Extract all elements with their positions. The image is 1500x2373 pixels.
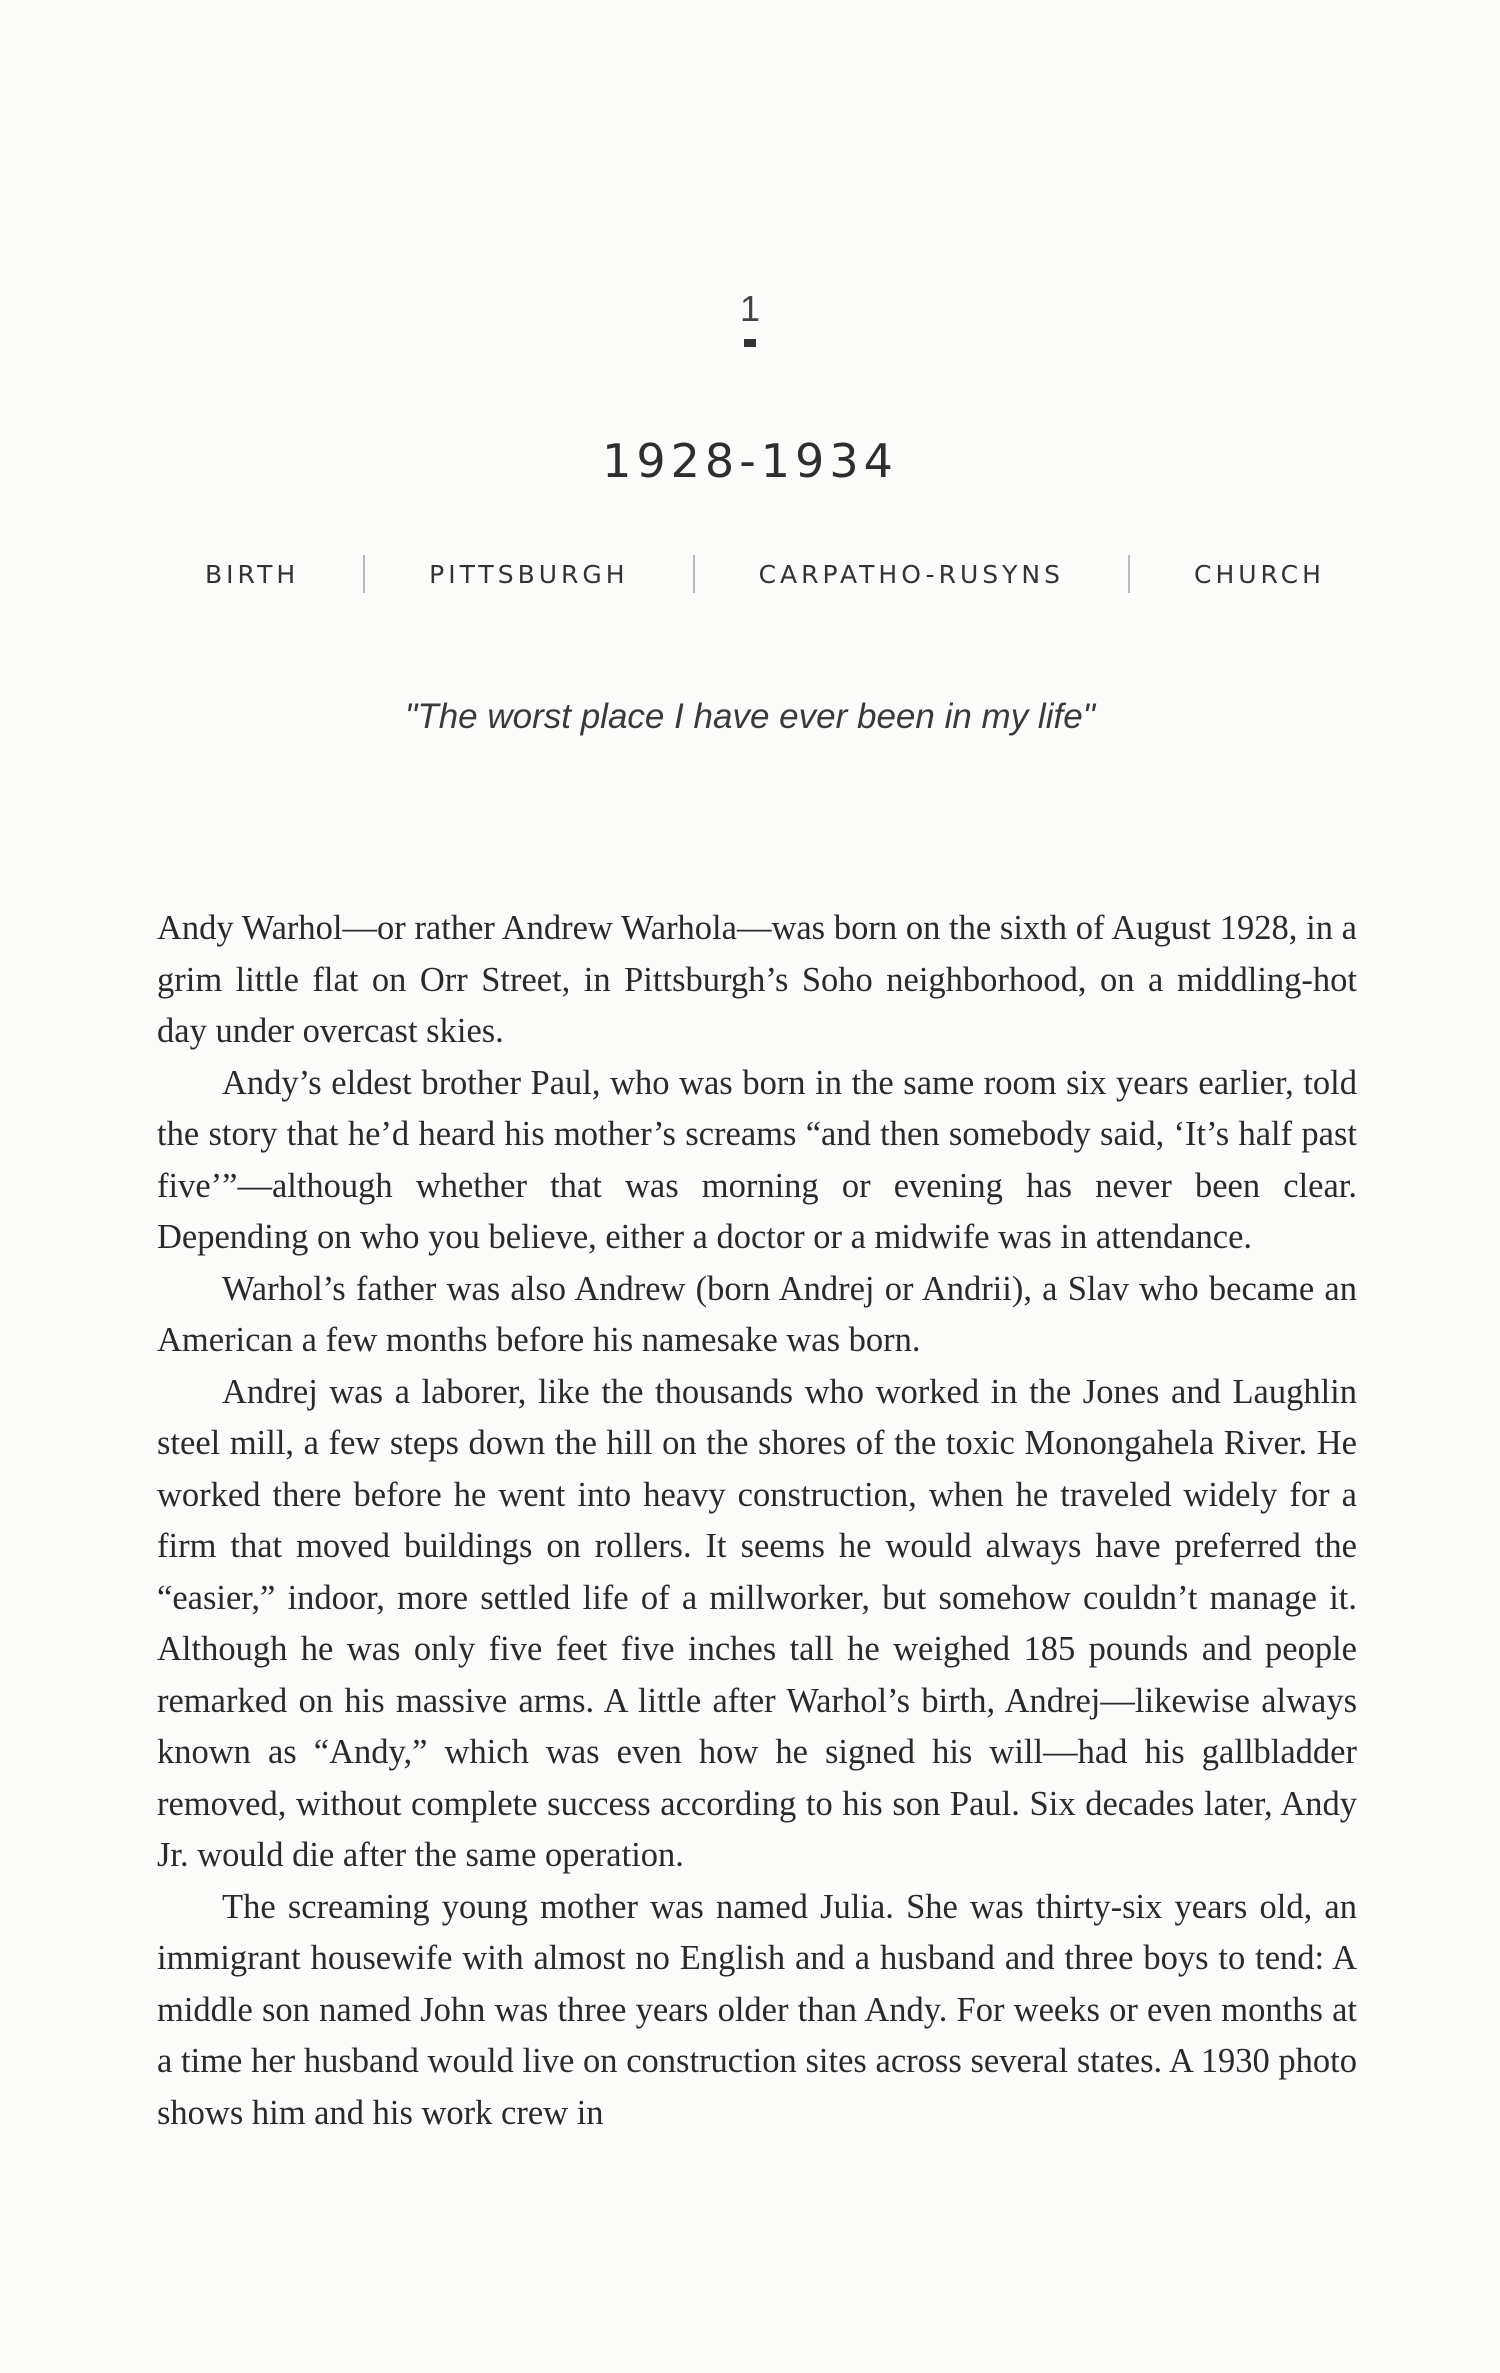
chapter-title-years: 1928-1934 [602,434,898,488]
chapter-keywords [205,555,1325,593]
keyword-pittsburgh: PITTSBURGH [429,559,629,589]
paragraph-4: Andrej was a laborer, like the thousands who worked in the Jones and Laughlin steel mill, a few steps down the hill on the shores of the toxic Monongahela River. He worked there before he went into heavy construction, when he traveled widely for a firm that moved buildings on rollers. It seems he would always have preferred the “easier,” indoor, more settled life of a millworker, but somehow couldn’t manage it. Although he was only five feet five inches tall he weighed 185 pounds and people remarked on his massive arms. A little after Warhol’s birth, Andrej—likewise always known as “Andy,” which was even how he signed his will—had his gallbladder removed, without complete success according to his son Paul. Six decades later, Andy Jr. would die after the same operation. [157,1372,1357,1874]
chapter-epigraph: "The worst place I have ever been in my life" [404,697,1096,736]
paragraph-3: Warhol’s father was also Andrew (born Andrej or Andrii), a Slav who became an American a few months before his namesake was born. [157,1269,1357,1359]
keyword-separator [693,555,695,593]
paragraph-2: Andy’s eldest brother Paul, who was born in the same room six years earlier, told the story that he’d heard his mother’s screams “and then somebody said, ‘It’s half past five’”—although whether that was morning or evening has never been clear. Depending on who you believe, either a doctor or a midwife was in attendance. [157,1063,1357,1256]
chapter-mark-ornament [744,339,756,347]
chapter-number: 1 [739,288,761,329]
keyword-separator [363,555,365,593]
body-text [157,903,1357,2139]
keyword-church: CHURCH [1194,559,1325,589]
paragraph-5: The screaming young mother was named Julia. She was thirty-six years old, an immigrant housewife with almost no English and a husband and three boys to tend: A middle son named John was three years older than Andy. For weeks or even months at a time her husband would live on construction sites across several states. A 1930 photo shows him and his work crew in [157,1887,1357,2132]
keyword-birth: BIRTH [205,559,300,589]
keyword-separator [1128,555,1130,593]
paragraph-1: Andy Warhol—or rather Andrew Warhola—was born on the sixth of August 1928, in a grim little flat on Orr Street, in Pittsburgh’s Soho neighborhood, on a middling-hot day under overcast skies. [157,909,1357,1050]
keyword-carpatho-rusyns: CARPATHO-RUSYNS [758,559,1064,589]
